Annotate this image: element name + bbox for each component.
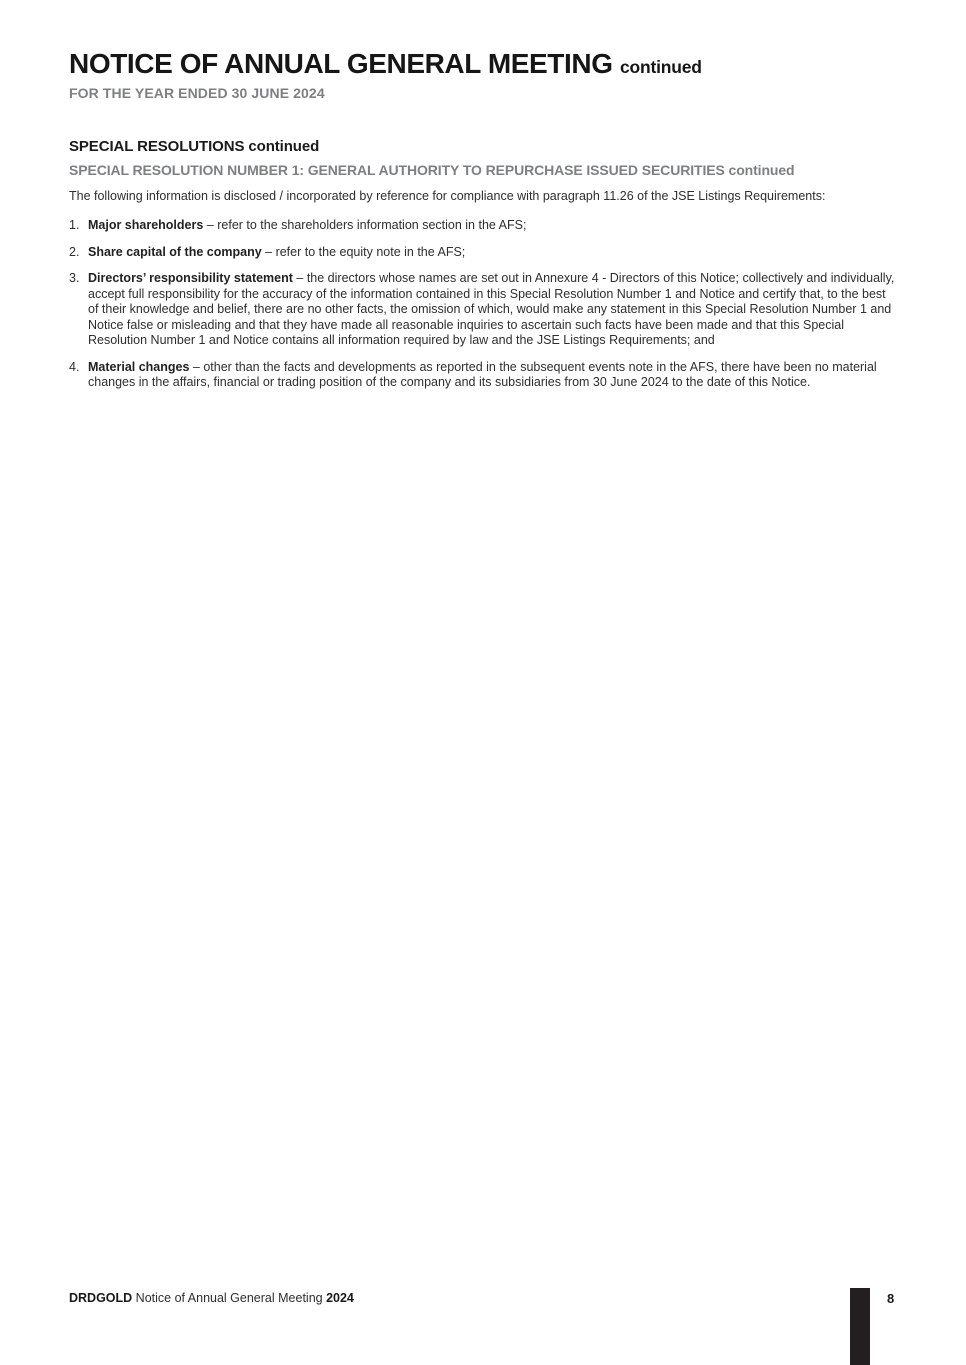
list-item-text <box>88 245 895 261</box>
page-number: 8 <box>887 1291 895 1306</box>
list-item-bold-lead: Major shareholders <box>88 218 204 233</box>
page-title-main: NOTICE OF ANNUAL GENERAL MEETING <box>69 48 613 79</box>
section-heading: SPECIAL RESOLUTIONS continued <box>69 137 320 155</box>
list-item-text <box>88 218 895 234</box>
section-subheading: SPECIAL RESOLUTION NUMBER 1: GENERAL AUTHORITY TO REPURCHASE ISSUED SECURITIES continued <box>69 161 795 178</box>
list-item <box>69 245 895 261</box>
page-title-suffix: continued <box>619 57 702 77</box>
page-subtitle: FOR THE YEAR ENDED 30 JUNE 2024 <box>69 84 325 101</box>
list-item <box>69 218 895 234</box>
footer-text <box>69 1291 354 1305</box>
list-item-number: 1. <box>69 218 80 233</box>
footer-year: 2024 <box>326 1291 354 1305</box>
page-title <box>69 49 895 80</box>
footer-doc-title: Notice of Annual General Meeting <box>132 1291 327 1305</box>
list-item <box>69 271 895 349</box>
list-item-body: – other than the facts and developments as reported in the subsequent events note in the AFS, there have been no material changes in the affairs, financial or trading position of the company and its subsidiaries from 30 June 2024 to the date of this Notice. <box>88 359 877 390</box>
footer-brand: DRDGOLD <box>69 1291 133 1305</box>
list-item-body: – refer to the equity note in the AFS; <box>261 244 466 259</box>
list-item <box>69 360 895 391</box>
numbered-list <box>69 218 895 391</box>
section-intro-paragraph: The following information is disclosed / incorporated by reference for compliance with paragraph 11.26 of the JSE Listings Requirements: <box>69 188 826 203</box>
list-item-number: 4. <box>69 359 80 374</box>
list-item-text <box>88 271 895 349</box>
footer-accent-bar <box>850 1288 870 1365</box>
list-item-bold-lead: Material changes <box>88 359 190 374</box>
list-item-text <box>88 360 895 391</box>
list-item-body: – refer to the shareholders information section in the AFS; <box>203 218 527 233</box>
list-item-number: 3. <box>69 271 80 286</box>
list-item-number: 2. <box>69 244 80 259</box>
page-content <box>0 0 966 391</box>
list-item-body: – the directors whose names are set out in Annexure 4 - Directors of this Notice; collectively and individually, accept full responsibility for the accuracy of the information contained in this Special Resolution Number 1 and Notice and certify that, to the best of their knowledge and belief, there are no other facts, the omission of which, would make any statement in this Special Resolution Number 1 and Notice false or misleading and that they have made all reasonable inquiries to ascertain such facts have been made and that this Special Resolution Number 1 and Notice contains all information required by law and the JSE Listings Requirements; and <box>88 271 895 348</box>
list-item-bold-lead: Directors’ responsibility statement <box>88 271 293 286</box>
list-item-bold-lead: Share capital of the company <box>88 244 262 259</box>
